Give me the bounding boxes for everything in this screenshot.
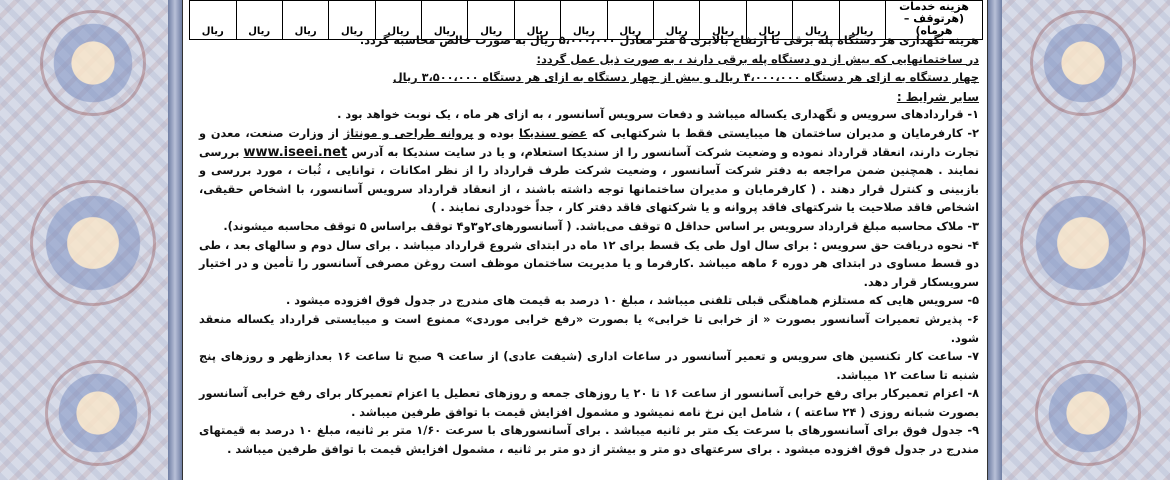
item2-license: پروانه طراحی و مونتاژ [343, 126, 474, 140]
frame-band-left [168, 0, 182, 480]
terms-text [199, 32, 979, 460]
condition-item-9: ۹- جدول فوق برای آسانسورهای با سرعت یک متر بر ثانیه میباشد . برای آسانسورهای با سرعت ۱/۶۰ متر بر ثانیه، مبلغ ۱۰ درصد به قیمتهای مندرج در جدول فوق افزوده میشود . برای سرعتهای دو متر و بیشتر از دو متر بر ثانیه ، مشمول افزایش قیمت با توافق طرفین میباشد . [199, 424, 980, 457]
row-header-sub: (هرتوقف – هرماه) [903, 12, 965, 37]
condition-item-5: ۵- سرویس هایی که مستلزم هماهنگی قبلی تلفنی میباشد ، مبلغ ۱۰ درصد به قیمت های مندرج در جدول فوق افزوده میشود . [286, 294, 979, 308]
price-cell: ریال [607, 1, 653, 40]
price-cell: ریال [422, 1, 468, 40]
item2-part-a: ۲- کارفرمایان و مدیران ساختمان ها میبایستی فقط با شرکتهایی که [587, 126, 979, 140]
condition-item-3: ۳- ملاک محاسبه مبلغ قرارداد سرویس بر اساس حداقل ۵ توقف می‌باشد. ( آسانسورهای۲و۳و۴ توقف براساس ۵ توقف محاسبه میشوند). [223, 219, 979, 233]
condition-item-8: ۸- اعزام تعمیرکار برای رفع خرابی آسانسور از ساعت ۱۶ تا ۲۰ یا روزهای جمعه و روزهای تعطیل یا اعزام تعمیرکار برای رفع خرابی آسانسور بصورت شبانه روزی ( ۲۴ ساعته ) ، شامل این نرخ نامه نمیشود و مشمول افزایش قیمت با توافق طرفین میباشد . [199, 387, 979, 419]
price-cell: ریال [329, 1, 375, 40]
item2-union-member: عضو سندیکا [519, 126, 588, 140]
document-panel [182, 0, 988, 480]
ornament-top-right [1030, 10, 1136, 116]
row-header-title: هزینه خدمات [899, 0, 969, 13]
price-cell: ریال [654, 1, 700, 40]
price-cell: ریال [282, 1, 328, 40]
condition-item-6: ۶- پذیرش تعمیرات آسانسور بصورت « از خرابی تا خرابی» یا بصورت «رفع خرابی موردی» ممنوع است و میبایستی قرارداد یکساله منعقد شود. [199, 312, 979, 345]
ornament-bottom-right [1035, 360, 1141, 466]
condition-item-4: ۴- نحوه دریافت حق سرویس : برای سال اول طی یک قسط برای ۱۲ ماه در ابتدای شروع قرارداد میباشد . برای سال دوم و سالهای بعد ، طی دو قسط مساوی در ابتدای هر دوره ۶ ماهه میباشد .کارفرما و یا مدیریت ساختمان موظف است روغن مصرفی آسانسور را تأمین و در اختیار سرویسکار قرار دهد. [199, 238, 980, 289]
price-cell: ریال [190, 1, 237, 40]
intro-line-2: در ساختمانهایی که بیش از دو دستگاه پله برقی دارند ، به صورت ذیل عمل گردد: [536, 52, 979, 66]
ornament-mid-right [1020, 180, 1146, 306]
price-cell: ریال [839, 1, 885, 40]
intro-line-3: چهار دستگاه به ازای هر دستگاه ۴،۰۰۰،۰۰۰ ریال و بیش از چهار دستگاه به ازای هر دستگاه ۳،۵۰۰،۰۰۰ ریال [392, 71, 979, 85]
syndicate-website-link[interactable]: www.iseei.net [243, 144, 348, 160]
item2-part-c: از وزارت صنعت، معدن و تجارت دارند، انعقاد قرارداد نموده و وضعیت شرکت آسانسور را از سندیکا استعلام، و یا در سایت سندیکا به آدرس [199, 126, 979, 159]
price-cell: ریال [236, 1, 282, 40]
price-cell: ریال [561, 1, 607, 40]
price-cell: ریال [514, 1, 560, 40]
price-cell: ریال [375, 1, 421, 40]
ornament-top-left [40, 10, 146, 116]
item2-part-d: بررسی نمایند . همچنین ضمن مراجعه به دفتر شرکت آسانسور ، وضعیت شرکت طرف قرارداد را از نظر امکانات ، توانایی ، ثُبات ، مورد بررسی و بازبینی و کنترل قرار دهند . ( کارفرمایان و مدیران ساختمانها توجه داشته باشند ، از انعقاد قرارداد سرویس آسانسور، با اشخاص حقیقی، اشخاص فاقد صلاحیت یا شرکتهای فاقد پروانه و یا شرکتهای فاقد دفتر کار ، جداً خودداری نمایند . ) [199, 145, 979, 215]
frame-band-right [988, 0, 1002, 480]
ornament-bottom-left [45, 360, 151, 466]
price-cell: ریال [700, 1, 746, 40]
intro-line-1: هزینه نگهداری هر دستگاه پله برقی تا ارتفاع بالابری ۵ متر معادل ۵،۰۰۰،۰۰۰ ریال به صورت خالص محاسبه گردد. [359, 34, 979, 47]
price-cell: ریال [793, 1, 839, 40]
price-cell: ریال [468, 1, 514, 40]
item2-part-b: بوده و [473, 126, 519, 140]
ornament-mid-left [30, 180, 156, 306]
section-title: سایر شرایط : [896, 89, 979, 104]
price-cell: ریال [746, 1, 792, 40]
condition-item-1: ۱- قراردادهای سرویس و نگهداری یکساله میباشد و دفعات سرویس آسانسور ، به ازای هر ماه ، یک نوبت خواهد بود . [337, 108, 979, 122]
condition-item-2 [199, 125, 979, 218]
condition-item-7: ۷- ساعت کار تکنسین های سرویس و تعمیر آسانسور در ساعات اداری (شیفت عادی) از ساعت ۹ صبح تا ساعت ۱۶ بعدازظهر و روزهای پنج شنبه تا ساعت ۱۲ میباشد. [199, 350, 979, 382]
